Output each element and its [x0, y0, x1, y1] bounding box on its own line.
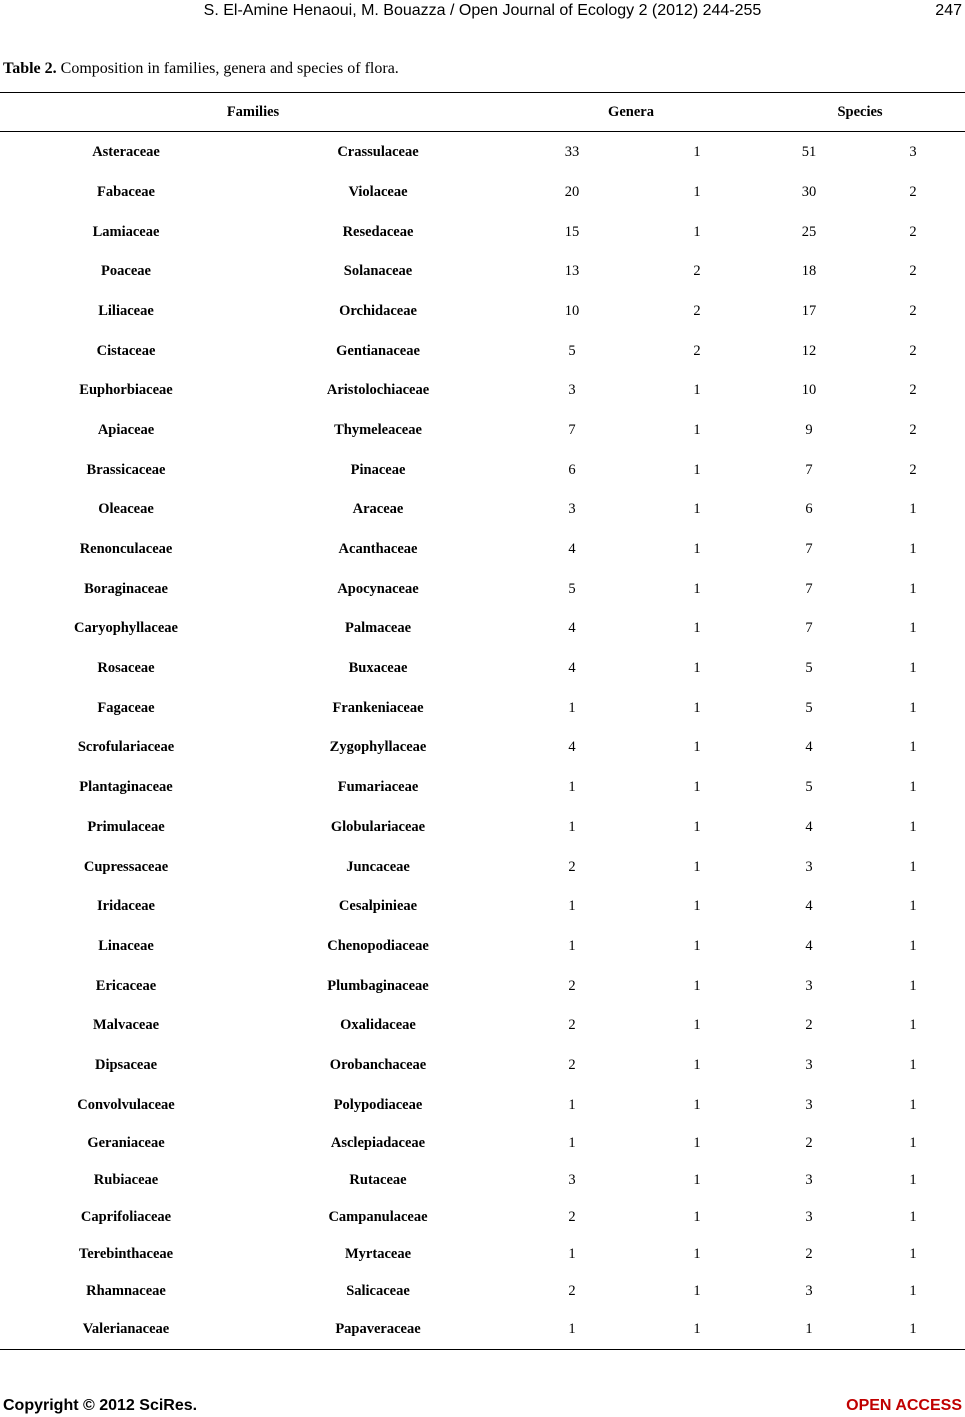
family-left-cell: Fagaceae: [97, 700, 155, 716]
table-row: [0, 343, 965, 363]
species-left-cell: 2: [805, 1246, 813, 1262]
family-right-cell: Frankeniaceae: [332, 700, 424, 716]
genera-right-cell: 1: [693, 859, 701, 875]
species-right-cell: 1: [909, 1097, 917, 1113]
family-left-cell: Liliaceae: [98, 303, 154, 319]
species-right-cell: 2: [909, 184, 917, 200]
table-row: [0, 1172, 965, 1192]
species-left-cell: 1: [805, 1321, 813, 1337]
family-right-cell: Apocynaceae: [337, 581, 419, 597]
table-row: [0, 462, 965, 482]
family-left-cell: Brassicaceae: [86, 462, 166, 478]
genera-right-cell: 1: [693, 1246, 701, 1262]
genera-right-cell: 1: [693, 184, 701, 200]
species-right-cell: 1: [909, 1321, 917, 1337]
genera-left-cell: 3: [568, 382, 576, 398]
family-left-cell: Cistaceae: [96, 343, 156, 359]
family-right-cell: Pinaceae: [350, 462, 406, 478]
genera-right-cell: 1: [693, 700, 701, 716]
species-left-cell: 3: [805, 978, 813, 994]
genera-left-cell: 10: [564, 303, 580, 319]
genera-left-cell: 7: [568, 422, 576, 438]
table-row: [0, 581, 965, 601]
species-left-cell: 2: [805, 1135, 813, 1151]
species-right-cell: 2: [909, 382, 917, 398]
table-row: [0, 700, 965, 720]
genera-left-cell: 13: [564, 263, 580, 279]
species-right-cell: 1: [909, 660, 917, 676]
journal-citation: S. El-Amine Henaoui, M. Bouazza / Open Journal of Ecology 2 (2012) 244-255: [203, 2, 762, 19]
family-left-cell: Geraniaceae: [87, 1135, 165, 1151]
genera-right-cell: 1: [693, 382, 701, 398]
family-left-cell: Iridaceae: [97, 898, 155, 914]
genera-left-cell: 20: [564, 184, 580, 200]
genera-right-cell: 2: [693, 343, 701, 359]
genera-left-cell: 4: [568, 541, 576, 557]
family-left-cell: Primulaceae: [87, 819, 165, 835]
species-right-cell: 1: [909, 1135, 917, 1151]
genera-right-cell: 1: [693, 1283, 701, 1299]
species-right-cell: 1: [909, 739, 917, 755]
family-left-cell: Renonculaceae: [79, 541, 173, 557]
species-left-cell: 3: [805, 1283, 813, 1299]
header-genera: Genera: [608, 104, 654, 120]
genera-right-cell: 1: [693, 819, 701, 835]
family-left-cell: Rubiaceae: [93, 1172, 159, 1188]
species-left-cell: 5: [805, 660, 813, 676]
table-row: [0, 898, 965, 918]
genera-left-cell: 2: [568, 1283, 576, 1299]
species-left-cell: 7: [805, 581, 813, 597]
family-left-cell: Valerianaceae: [82, 1321, 170, 1337]
genera-left-cell: 2: [568, 1209, 576, 1225]
table-row: [0, 422, 965, 442]
family-right-cell: Cesalpinieae: [338, 898, 418, 914]
genera-right-cell: 2: [693, 263, 701, 279]
species-left-cell: 25: [801, 224, 817, 240]
family-right-cell: Acanthaceae: [338, 541, 418, 557]
table-bottom-rule: [0, 1349, 965, 1350]
family-right-cell: Orchidaceae: [339, 303, 417, 319]
species-left-cell: 3: [805, 859, 813, 875]
species-left-cell: 17: [801, 303, 817, 319]
genera-left-cell: 33: [564, 144, 580, 160]
family-left-cell: Cupressaceae: [83, 859, 169, 875]
table-caption: [3, 60, 399, 78]
genera-left-cell: 5: [568, 343, 576, 359]
genera-left-cell: 1: [568, 1246, 576, 1262]
species-left-cell: 7: [805, 620, 813, 636]
species-right-cell: 1: [909, 501, 917, 517]
genera-left-cell: 15: [564, 224, 580, 240]
open-access-label: OPEN ACCESS: [846, 1397, 962, 1414]
table-row: [0, 1246, 965, 1266]
table-row: [0, 184, 965, 204]
genera-left-cell: 1: [568, 700, 576, 716]
species-right-cell: 1: [909, 859, 917, 875]
genera-right-cell: 1: [693, 1017, 701, 1033]
table-caption-text: Composition in families, genera and species of flora.: [56, 60, 399, 77]
species-right-cell: 1: [909, 1246, 917, 1262]
family-left-cell: Boraginaceae: [84, 581, 168, 597]
species-right-cell: 1: [909, 938, 917, 954]
species-right-cell: 2: [909, 263, 917, 279]
genera-left-cell: 1: [568, 779, 576, 795]
genera-right-cell: 1: [693, 779, 701, 795]
family-right-cell: Rutaceae: [349, 1172, 407, 1188]
species-left-cell: 18: [801, 263, 817, 279]
table-row: [0, 779, 965, 799]
genera-right-cell: 1: [693, 1057, 701, 1073]
family-right-cell: Violaceae: [348, 184, 408, 200]
family-left-cell: Lamiaceae: [92, 224, 160, 240]
species-right-cell: 3: [909, 144, 917, 160]
family-left-cell: Caryophyllaceae: [74, 620, 178, 636]
family-right-cell: Juncaceae: [346, 859, 410, 875]
genera-right-cell: 1: [693, 581, 701, 597]
table-top-rule: [0, 92, 965, 93]
genera-left-cell: 1: [568, 938, 576, 954]
family-left-cell: Ericaceae: [95, 978, 157, 994]
copyright-notice: Copyright © 2012 SciRes.: [3, 1397, 198, 1414]
species-right-cell: 2: [909, 422, 917, 438]
genera-right-cell: 1: [693, 1321, 701, 1337]
family-right-cell: Zygophyllaceae: [329, 739, 427, 755]
genera-left-cell: 1: [568, 819, 576, 835]
species-right-cell: 1: [909, 700, 917, 716]
species-right-cell: 1: [909, 620, 917, 636]
genera-left-cell: 5: [568, 581, 576, 597]
family-left-cell: Apiaceae: [97, 422, 155, 438]
table-row: [0, 938, 965, 958]
family-right-cell: Orobanchaceae: [329, 1057, 427, 1073]
genera-right-cell: 1: [693, 1097, 701, 1113]
table-row: [0, 978, 965, 998]
family-left-cell: Oleaceae: [98, 501, 154, 517]
page-number: 247: [935, 2, 962, 19]
family-left-cell: Convolvulaceae: [77, 1097, 175, 1113]
species-left-cell: 51: [801, 144, 817, 160]
table-row: [0, 1209, 965, 1229]
table-row: [0, 620, 965, 640]
family-left-cell: Scrofulariaceae: [77, 739, 175, 755]
species-right-cell: 1: [909, 978, 917, 994]
family-left-cell: Rosaceae: [97, 660, 155, 676]
genera-right-cell: 1: [693, 1172, 701, 1188]
family-right-cell: Thymeleaceae: [334, 422, 422, 438]
species-right-cell: 2: [909, 224, 917, 240]
species-right-cell: 2: [909, 462, 917, 478]
table-row: [0, 1057, 965, 1077]
species-left-cell: 4: [805, 898, 813, 914]
genera-right-cell: 1: [693, 501, 701, 517]
table-row: [0, 382, 965, 402]
family-left-cell: Plantaginaceae: [79, 779, 173, 795]
genera-right-cell: 1: [693, 1135, 701, 1151]
family-left-cell: Linaceae: [98, 938, 154, 954]
species-left-cell: 4: [805, 938, 813, 954]
genera-left-cell: 1: [568, 1097, 576, 1113]
species-right-cell: 1: [909, 779, 917, 795]
species-right-cell: 2: [909, 343, 917, 359]
species-left-cell: 3: [805, 1209, 813, 1225]
table-row: [0, 224, 965, 244]
genera-left-cell: 2: [568, 1017, 576, 1033]
family-left-cell: Rhamnaceae: [86, 1283, 166, 1299]
table-row: [0, 859, 965, 879]
table-row: [0, 819, 965, 839]
genera-left-cell: 3: [568, 501, 576, 517]
genera-left-cell: 1: [568, 1321, 576, 1337]
family-right-cell: Myrtaceae: [344, 1246, 412, 1262]
genera-right-cell: 1: [693, 620, 701, 636]
species-right-cell: 1: [909, 1057, 917, 1073]
genera-right-cell: 1: [693, 422, 701, 438]
family-left-cell: Terebinthaceae: [78, 1246, 174, 1262]
species-left-cell: 4: [805, 819, 813, 835]
species-right-cell: 1: [909, 1209, 917, 1225]
table-row: [0, 739, 965, 759]
genera-left-cell: 4: [568, 739, 576, 755]
genera-right-cell: 1: [693, 938, 701, 954]
family-right-cell: Oxalidaceae: [340, 1017, 416, 1033]
genera-right-cell: 2: [693, 303, 701, 319]
family-right-cell: Araceae: [352, 501, 404, 517]
family-left-cell: Caprifoliaceae: [80, 1209, 172, 1225]
family-right-cell: Chenopodiaceae: [327, 938, 429, 954]
genera-left-cell: 4: [568, 620, 576, 636]
family-right-cell: Solanaceae: [343, 263, 413, 279]
genera-right-cell: 1: [693, 224, 701, 240]
genera-left-cell: 1: [568, 1135, 576, 1151]
table-row: [0, 660, 965, 680]
family-right-cell: Palmaceae: [344, 620, 412, 636]
genera-left-cell: 2: [568, 859, 576, 875]
species-left-cell: 10: [801, 382, 817, 398]
genera-left-cell: 4: [568, 660, 576, 676]
table-row: [0, 303, 965, 323]
family-left-cell: Malvaceae: [92, 1017, 160, 1033]
species-right-cell: 2: [909, 303, 917, 319]
species-right-cell: 1: [909, 541, 917, 557]
species-left-cell: 4: [805, 739, 813, 755]
genera-left-cell: 2: [568, 978, 576, 994]
family-right-cell: Buxaceae: [348, 660, 408, 676]
genera-right-cell: 1: [693, 1209, 701, 1225]
family-right-cell: Fumariaceae: [337, 779, 419, 795]
family-right-cell: Polypodiaceae: [333, 1097, 423, 1113]
table-row: [0, 1135, 965, 1155]
family-right-cell: Campanulaceae: [328, 1209, 428, 1225]
genera-right-cell: 1: [693, 978, 701, 994]
family-right-cell: Globulariaceae: [330, 819, 426, 835]
table-row: [0, 541, 965, 561]
species-left-cell: 2: [805, 1017, 813, 1033]
table-row: [0, 1283, 965, 1303]
table-row: [0, 263, 965, 283]
table-row: [0, 1321, 965, 1341]
species-right-cell: 1: [909, 1283, 917, 1299]
family-right-cell: Plumbaginaceae: [327, 978, 429, 994]
genera-right-cell: 1: [693, 144, 701, 160]
species-left-cell: 5: [805, 700, 813, 716]
family-left-cell: Asteraceae: [92, 144, 160, 160]
species-left-cell: 7: [805, 541, 813, 557]
species-right-cell: 1: [909, 581, 917, 597]
family-left-cell: Fabaceae: [97, 184, 155, 200]
family-right-cell: Salicaceae: [346, 1283, 410, 1299]
family-right-cell: Crassulaceae: [337, 144, 419, 160]
family-left-cell: Poaceae: [101, 263, 151, 279]
family-left-cell: Dipsaceae: [94, 1057, 158, 1073]
species-left-cell: 12: [801, 343, 817, 359]
genera-right-cell: 1: [693, 541, 701, 557]
genera-left-cell: 6: [568, 462, 576, 478]
table-row: [0, 1017, 965, 1037]
species-right-cell: 1: [909, 898, 917, 914]
species-left-cell: 3: [805, 1057, 813, 1073]
species-right-cell: 1: [909, 1172, 917, 1188]
genera-left-cell: 1: [568, 898, 576, 914]
family-right-cell: Resedaceae: [342, 224, 414, 240]
species-left-cell: 5: [805, 779, 813, 795]
table-header-rule: [0, 131, 965, 132]
table-row: [0, 1097, 965, 1117]
species-left-cell: 30: [801, 184, 817, 200]
species-left-cell: 6: [805, 501, 813, 517]
species-right-cell: 1: [909, 819, 917, 835]
family-right-cell: Aristolochiaceae: [326, 382, 430, 398]
header-families: Families: [226, 104, 280, 120]
species-left-cell: 7: [805, 462, 813, 478]
genera-right-cell: 1: [693, 739, 701, 755]
genera-left-cell: 2: [568, 1057, 576, 1073]
species-right-cell: 1: [909, 1017, 917, 1033]
table-row: [0, 144, 965, 164]
genera-left-cell: 3: [568, 1172, 576, 1188]
table-row: [0, 501, 965, 521]
genera-right-cell: 1: [693, 898, 701, 914]
family-left-cell: Euphorbiaceae: [79, 382, 173, 398]
genera-right-cell: 1: [693, 462, 701, 478]
genera-right-cell: 1: [693, 660, 701, 676]
running-head: [0, 0, 965, 30]
family-right-cell: Papaveraceae: [335, 1321, 421, 1337]
header-species: Species: [837, 104, 883, 120]
family-right-cell: Asclepiadaceae: [330, 1135, 426, 1151]
table-label: Table 2.: [3, 60, 57, 77]
species-left-cell: 3: [805, 1172, 813, 1188]
family-right-cell: Gentianaceae: [336, 343, 420, 359]
species-left-cell: 9: [805, 422, 813, 438]
species-left-cell: 3: [805, 1097, 813, 1113]
